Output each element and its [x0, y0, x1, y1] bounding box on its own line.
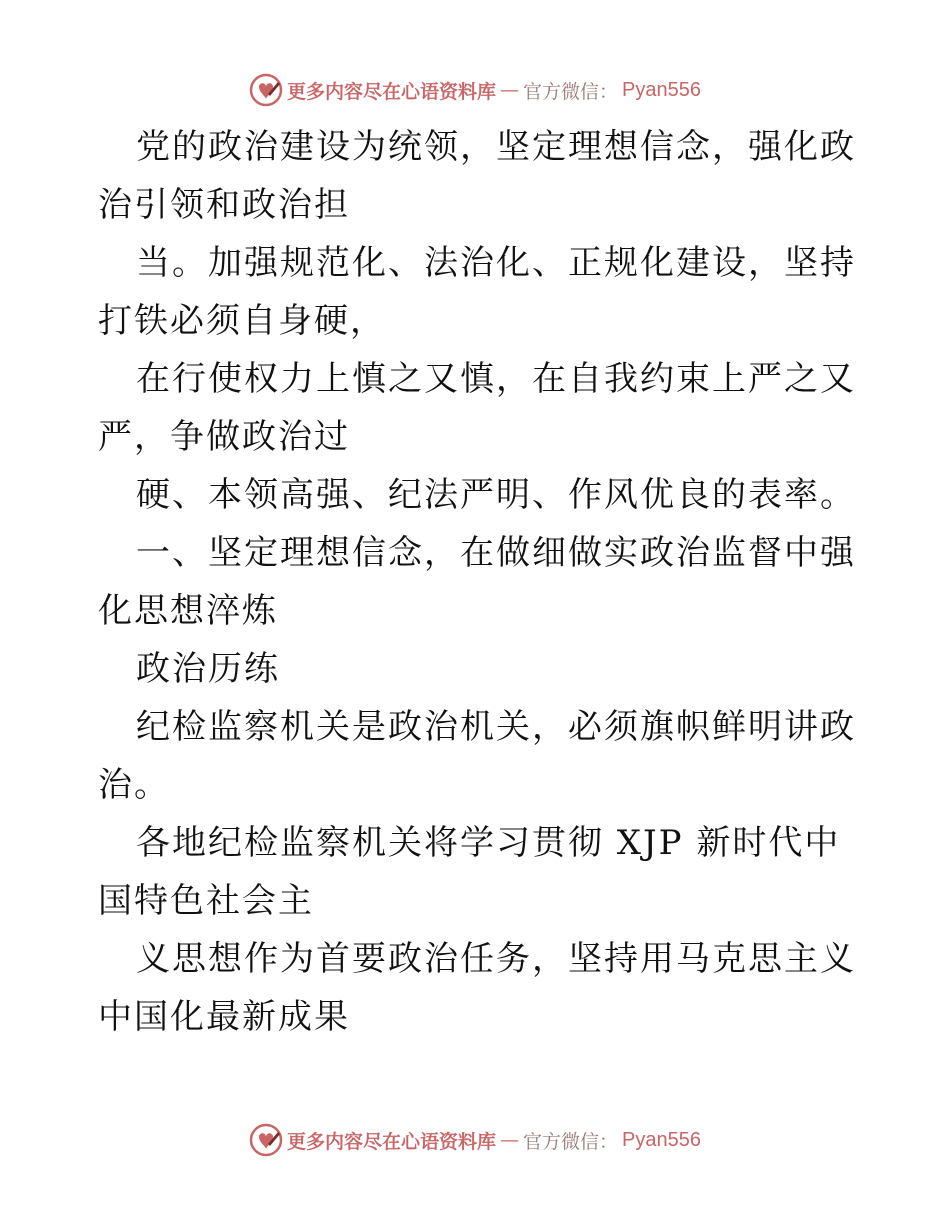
- heart-pen-logo-icon: [249, 1123, 283, 1157]
- watermark-separator: —: [500, 1129, 520, 1151]
- watermark-id: Pyan556: [622, 1128, 701, 1151]
- paragraph: 纪检监察机关是政治机关，必须旗帜鲜明讲政治。: [98, 707, 856, 805]
- watermark-brand: 更多内容尽在心语资料库: [287, 1130, 497, 1153]
- paragraph: 当。加强规范化、法治化、正规化建设，坚持打铁必须自身硬，: [98, 243, 856, 341]
- watermark-id: Pyan556: [622, 78, 701, 101]
- paragraph: 党的政治建设为统领，坚定理想信念，强化政治引领和政治担: [98, 127, 856, 225]
- watermark-label: 官方微信：: [523, 1130, 619, 1153]
- paragraph: 在行使权力上慎之又慎，在自我约束上严之又严，争做政治过: [98, 359, 856, 457]
- watermark-header: [0, 70, 950, 110]
- watermark-label: 官方微信：: [523, 80, 619, 103]
- paragraph: 一、坚定理想信念，在做细做实政治监督中强化思想淬炼: [98, 533, 856, 631]
- watermark-brand: 更多内容尽在心语资料库: [287, 80, 497, 103]
- paragraph: 硬、本领高强、纪法严明、作风优良的表率。: [136, 475, 856, 515]
- document-body: [98, 118, 858, 1046]
- watermark-separator: —: [500, 79, 520, 101]
- watermark-footer: [0, 1120, 950, 1160]
- paragraph: 义思想作为首要政治任务，坚持用马克思主义中国化最新成果: [98, 939, 856, 1037]
- paragraph: 政治历练: [136, 649, 280, 689]
- heart-pen-logo-icon: [249, 73, 283, 107]
- paragraph: 各地纪检监察机关将学习贯彻 XJP 新时代中国特色社会主: [98, 823, 841, 921]
